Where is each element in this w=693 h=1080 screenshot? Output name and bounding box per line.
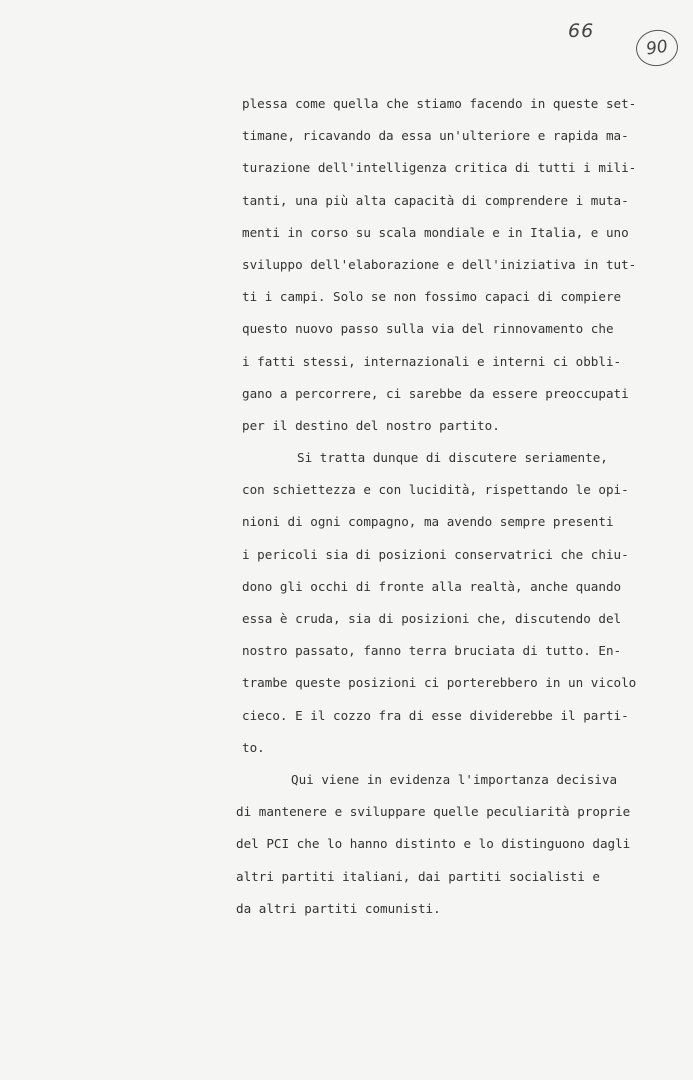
text-line: i pericoli sia di posizioni conservatrici che chiu-: [242, 546, 629, 562]
text-line: Qui viene in evidenza l'importanza decisiva: [291, 771, 618, 787]
text-line: gano a percorrere, ci sarebbe da essere preoccupati: [242, 385, 629, 401]
text-line: cieco. E il cozzo fra di esse dividerebbe il parti-: [242, 707, 629, 723]
text-line: per il destino del nostro partito.: [242, 417, 500, 433]
stamp-number: 90: [644, 36, 670, 60]
archive-stamp: [634, 27, 681, 68]
text-line: altri partiti italiani, dai partiti socialisti e: [236, 868, 600, 884]
text-line: del PCI che lo hanno distinto e lo distinguono dagli: [236, 836, 631, 852]
text-line: plessa come quella che stiamo facendo in queste set-: [242, 96, 637, 111]
text-line: nioni di ogni compagno, ma avendo sempre presenti: [242, 514, 614, 530]
text-line: da altri partiti comunisti.: [236, 900, 441, 916]
paragraph-2: [242, 442, 637, 764]
text-line: to.: [242, 739, 265, 755]
page-number: 66: [568, 20, 595, 42]
text-line: tanti, una più alta capacità di comprendere i muta-: [242, 192, 629, 208]
text-line: turazione dell'intelligenza critica di tutti i mili-: [242, 160, 637, 176]
text-line: sviluppo dell'elaborazione e dell'iniziativa in tut-: [242, 256, 637, 272]
text-line: Si tratta dunque di discutere seriamente,: [297, 450, 608, 466]
text-line: i fatti stessi, internazionali e interni ci obbli-: [242, 353, 622, 369]
text-line: di mantenere e sviluppare quelle peculiarità proprie: [236, 804, 631, 820]
text-line: dono gli occhi di fronte alla realtà, anche quando: [242, 578, 622, 594]
text-line: menti in corso su scala mondiale e in Italia, e uno: [242, 224, 629, 240]
document-body: [236, 88, 637, 925]
text-line: questo nuovo passo sulla via del rinnovamento che: [242, 321, 614, 337]
text-line: essa è cruda, sia di posizioni che, discutendo del: [242, 611, 622, 626]
paragraph-3: [236, 764, 631, 925]
text-line: trambe queste posizioni ci porterebbero in un vicolo: [242, 675, 637, 691]
text-line: ti i campi. Solo se non fossimo capaci di compiere: [242, 289, 622, 305]
text-line: timane, ricavando da essa un'ulteriore e rapida ma-: [242, 128, 629, 144]
text-line: con schiettezza e con lucidità, rispettando le opi-: [242, 482, 629, 498]
paragraph-1: [242, 88, 637, 442]
text-line: nostro passato, fanno terra bruciata di tutto. En-: [242, 643, 622, 659]
